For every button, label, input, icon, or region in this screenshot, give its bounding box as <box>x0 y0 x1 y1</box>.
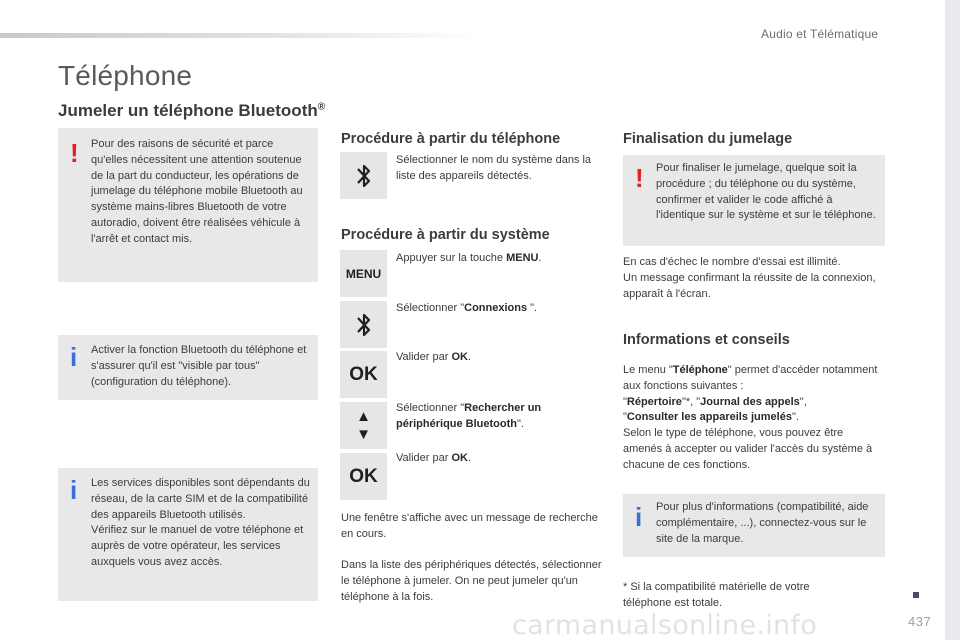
phone-menu-text: Le menu "Téléphone" permet d'accéder notamment aux fonctions suivantes : "Répertoire"*, "Journal des appels", "Consulter les appareils jumelés". Selon le type de téléphone, vous pouvez être amenés à accepter ou valider l'accès du système à chacune de ces fonctions. <box>623 364 878 471</box>
watermark: carmanualsonline.info <box>512 610 818 641</box>
more-info-box <box>623 494 885 557</box>
step-press-menu: Appuyer sur la touche MENU. <box>396 252 542 264</box>
ok-key-label: OK <box>349 465 378 487</box>
registered-mark: ® <box>317 101 326 113</box>
safety-warning-box <box>58 128 318 282</box>
bluetooth-icon <box>356 311 372 339</box>
page-edge-band <box>945 0 960 640</box>
page-number: 437 <box>908 614 932 629</box>
bluetooth-icon <box>356 162 372 190</box>
safety-warning-text: Pour des raisons de sécurité et parce qu'elles nécessitent une attention soutenue de la part du conducteur, les opérations de jumelage du téléphone mobile Bluetooth au système mains-libres Bluetooth de votre autoradio, doivent être réalisées véhicule à l'arrêt et contact mis. <box>91 138 303 245</box>
ok-key <box>340 453 387 500</box>
page-title: Téléphone <box>58 60 193 91</box>
main-heading <box>58 101 325 121</box>
up-arrow-icon: ▲ <box>356 407 371 425</box>
down-arrow-icon: ▼ <box>356 425 371 443</box>
step-select-connexions: Sélectionner "Connexions ". <box>396 302 538 314</box>
search-message-text: Une fenêtre s'affiche avec un message de recherche en cours. <box>341 512 598 540</box>
warning-icon: ! <box>635 163 644 193</box>
more-info-text: Pour plus d'informations (compatibilité, aide complémentaire, ...), connectez-vous sur le site de la marque. <box>656 501 869 545</box>
info-icon: i <box>70 475 78 505</box>
services-info-box <box>58 468 318 601</box>
finalisation-warning-text: Pour finaliser le jumelage, quelque soit la procédure ; du téléphone ou du système, confirmer et valider le code affiché à l'identique sur le système et sur le téléphone. <box>656 162 876 222</box>
phone-procedure-heading: Procédure à partir du téléphone <box>341 131 561 147</box>
main-heading-text: Jumeler un téléphone Bluetooth <box>58 101 318 120</box>
step-validate-ok: Valider par OK. <box>396 351 471 363</box>
select-phone-text: Dans la liste des périphériques détectés, sélectionner le téléphone à jumeler. On ne peut jumeler qu'un téléphone à la fois. <box>341 559 602 603</box>
finalisation-heading: Finalisation du jumelage <box>623 131 793 147</box>
step-search-device: Sélectionner "Rechercher un périphérique Bluetooth". <box>396 402 542 430</box>
menu-key <box>340 250 387 297</box>
bluetooth-key <box>340 152 387 199</box>
finalisation-warning-box <box>623 155 885 246</box>
bluetooth-info-box <box>58 335 318 400</box>
bluetooth-key <box>340 301 387 348</box>
section-name: Audio et Télématique <box>761 27 879 41</box>
info-icon: i <box>70 342 78 372</box>
ok-key-label: OK <box>349 363 378 385</box>
page-marker <box>913 592 919 598</box>
menu-key-label: MENU <box>345 266 382 281</box>
top-rule <box>0 33 480 38</box>
up-down-key <box>340 402 387 449</box>
info-icon: i <box>635 502 643 532</box>
bluetooth-info-text: Activer la fonction Bluetooth du téléphone et s'assurer qu'il est "visible par tous" (configuration du téléphone). <box>91 344 307 388</box>
failure-text: En cas d'échec le nombre d'essai est illimité. Un message confirmant la réussite de la connexion, apparaît à l'écran. <box>623 256 876 300</box>
warning-icon: ! <box>70 138 79 168</box>
info-advice-heading: Informations et conseils <box>623 332 790 348</box>
services-info-text: Les services disponibles sont dépendants du réseau, de la carte SIM et de la compatibilité des appareils Bluetooth utilisés. Vérifiez sur le manuel de votre téléphone et auprès de votre opérateur, les services auxquels vous avez accès. <box>91 477 310 568</box>
footnote: * Si la compatibilité matérielle de votre téléphone est totale. <box>623 581 810 609</box>
ok-key <box>340 351 387 398</box>
phone-step-text: Sélectionner le nom du système dans la liste des appareils détectés. <box>396 154 592 182</box>
system-procedure-heading: Procédure à partir du système <box>341 227 550 243</box>
step-validate-ok-2: Valider par OK. <box>396 452 471 464</box>
